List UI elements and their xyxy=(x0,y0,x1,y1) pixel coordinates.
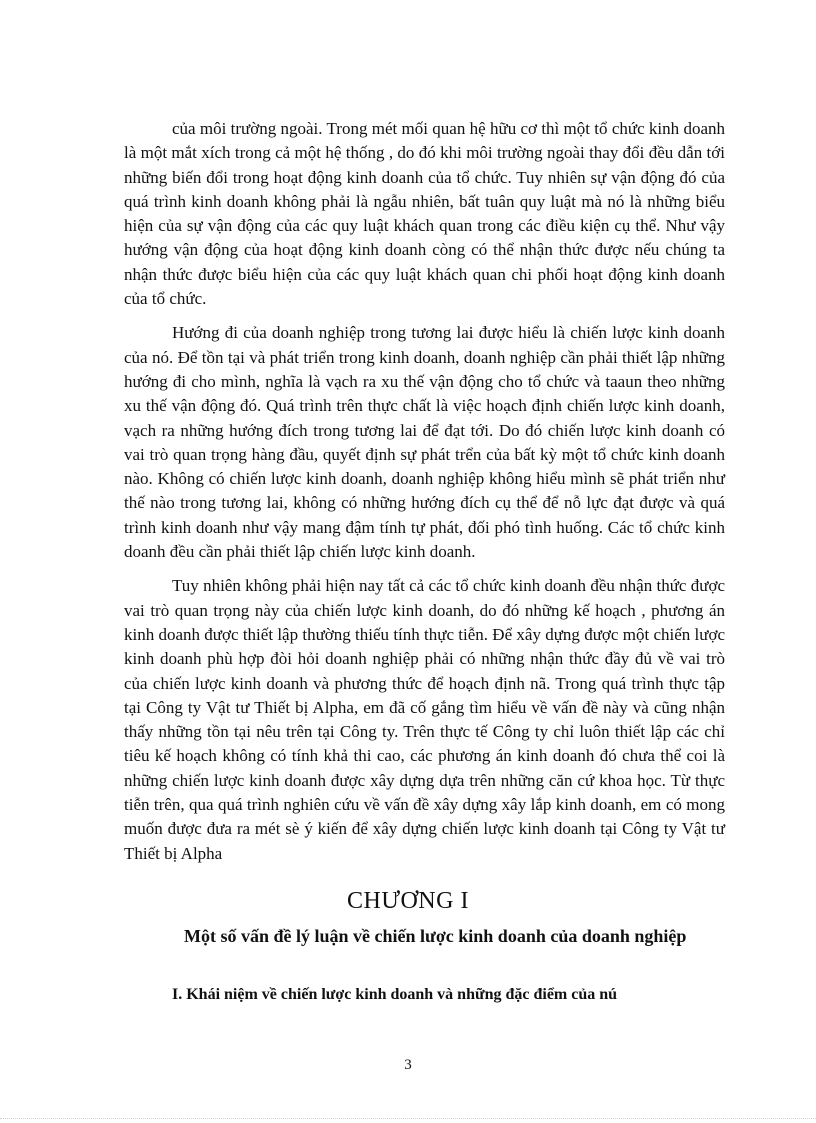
section-title: I. Khái niệm về chiến lược kinh doanh và những đặc điểm của nú xyxy=(172,986,618,1003)
page-bottom-divider xyxy=(0,1118,816,1119)
paragraph-1: của môi trường ngoài. Trong mét mối quan hệ hữu cơ thì một tổ chức kinh doanh là một mắt xích trong cả một hệ thống , do đó khi môi trường ngoài thay đổi đều dẫn tới những biến đổi trong hoạt động kinh doanh của tổ chức. Tuy nhiên sự vận động đó của quá trình kinh doanh không phải là ngẫu nhiên, bất tuân quy luật mà nó là những biểu hiện của sự vận động của các quy luật khách quan trong các điều kiện cụ thể. Như vậy hướng vận động của hoạt động kinh doanh còng có thể nhận thức được nếu chúng ta nhận thức được biểu hiện của các quy luật khách quan chi phối hoạt động kinh doanh của tổ chức. xyxy=(124,119,725,309)
paragraph-3: Tuy nhiên không phải hiện nay tất cả các tổ chức kinh doanh đều nhận thức được vai trò quan trọng này của chiến lược kinh doanh, do đó những kế hoạch , phương án kinh doanh được thiết lập thường thiếu tính thực tiễn. Để xây dựng được một chiến lược kinh doanh phù hợp đòi hỏi doanh nghiệp phải có những nhận thức đầy đủ về vai trò của chiến lược kinh doanh và phương thức để hoạch định nã. Trong quá trình thực tập tại Công ty Vật tư Thiết bị Alpha, em đã cố gắng tìm hiểu về vấn đề này và cũng nhận thấy những tồn tại nêu trên tại Công ty. Trên thực tế Công ty chỉ luôn thiết lập các chỉ tiêu kế hoạch không có tính khả thi cao, các phương án kinh doanh đó chưa thể coi là những chiến lược kinh doanh được xây dựng dựa trên những căn cứ khoa học. Từ thực tiễn trên, qua quá trình nghiên cứu về vấn đề xây dựng xây lắp kinh doanh, em có mong muốn được đưa ra mét sè ý kiến để xây dựng chiến lược kinh doanh tại Công ty Vật tư Thiết bị Alpha xyxy=(124,576,725,863)
page-number: 3 xyxy=(404,1057,412,1073)
paragraph-2: Hướng đi của doanh nghiệp trong tương lai được hiểu là chiến lược kinh doanh của nó. Để tồn tại và phát triển trong kinh doanh, doanh nghiệp cần phải thiết lập những hướng đi cho mình, nghĩa là vạch ra xu thế vận động cho tổ chức và taaun theo những xu thế vận động đó. Quá trình trên thực chất là việc hoạch định chiến lược kinh doanh, vạch ra những hướng đích trong tương lai để đạt tới. Do đó chiến lược kinh doanh có vai trò quan trọng hàng đầu, quyết định sự phát trển của bất kỳ một tổ chức kinh doanh nào. Không có chiến lược kinh doanh, doanh nghiệp không hiểu mình sẽ phát triển như thế nào trong tương lai, không có những hướng đích cụ thể để nỗ lực đạt được và quá trình kinh doanh như vậy mang đậm tính tự phát, đối phó tình huống. Các tổ chức kinh doanh đều cần phải thiết lập chiến lược kinh doanh. xyxy=(124,323,725,562)
chapter-heading: CHƯƠNG I xyxy=(347,888,469,914)
body-text xyxy=(124,117,725,876)
chapter-subtitle: Một số vấn đề lý luận về chiến lược kinh doanh của doanh nghiệp xyxy=(184,926,687,946)
